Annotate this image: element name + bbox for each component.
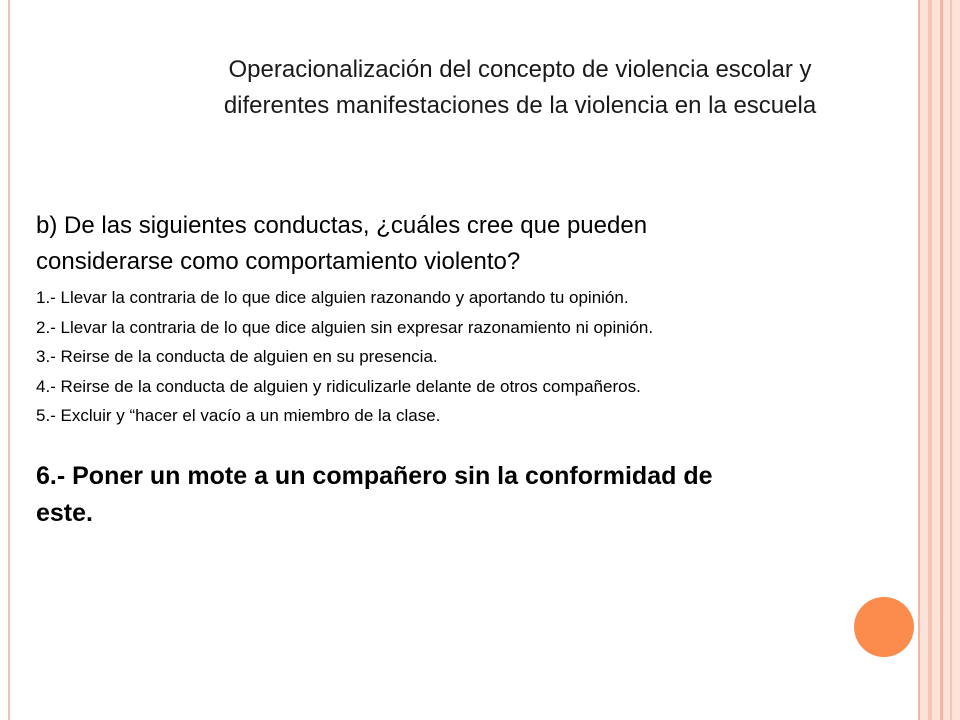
- list-item: 5.- Excluir y “hacer el vacío a un miembro de la clase.: [36, 406, 441, 425]
- question-line-2: considerarse como comportamiento violento?: [36, 248, 521, 275]
- list-item: 3.- Reirse de la conducta de alguien en su presencia.: [36, 347, 438, 366]
- right-border-stripe: [940, 0, 943, 720]
- question-line-1: b) De las siguientes conductas, ¿cuáles cree que pueden: [36, 212, 648, 239]
- slide-title-line-2: diferentes manifestaciones de la violencia en la escuela: [223, 92, 817, 119]
- right-border-band: [918, 0, 960, 720]
- decorative-circle: [854, 597, 914, 657]
- slide-title-line-1: Operacionalización del concepto de violencia escolar y: [228, 56, 812, 83]
- right-border-stripe: [928, 0, 932, 720]
- highlighted-item: [36, 458, 916, 532]
- question-text: [36, 208, 896, 280]
- highlighted-item-line-1: 6.- Poner un mote a un compañero sin la conformidad de: [36, 462, 713, 490]
- slide-title: [120, 52, 920, 124]
- right-border-stripe: [950, 0, 952, 720]
- list-item: 1.- Llevar la contraria de lo que dice alguien razonando y aportando tu opinión.: [36, 288, 629, 307]
- highlighted-item-line-2: este.: [36, 499, 93, 527]
- behavior-list: [36, 283, 916, 431]
- list-item: 2.- Llevar la contraria de lo que dice alguien sin expresar razonamiento ni opinión.: [36, 317, 654, 337]
- list-item: 4.- Reirse de la conducta de alguien y ridiculizarle delante de otros compañeros.: [36, 376, 641, 396]
- left-border-line: [8, 0, 10, 720]
